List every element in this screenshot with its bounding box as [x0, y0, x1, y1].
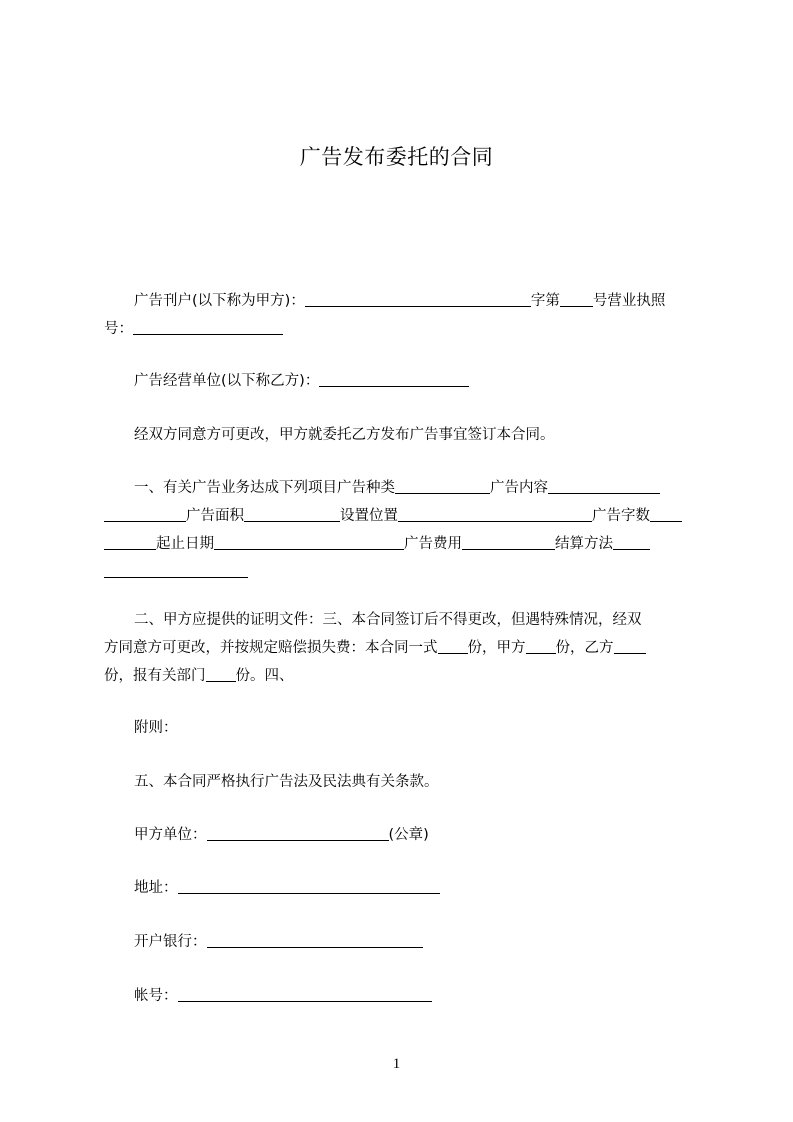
- ad-type-blank[interactable]: [395, 477, 490, 494]
- ad-location-blank[interactable]: [398, 505, 592, 522]
- copies-party-a-blank[interactable]: [526, 637, 556, 654]
- ad-fee-blank[interactable]: [462, 533, 555, 550]
- address-blank[interactable]: [178, 877, 440, 894]
- bank-blank[interactable]: [207, 931, 423, 948]
- party-a-number-blank[interactable]: [560, 290, 593, 307]
- ad-area-blank[interactable]: [244, 505, 340, 522]
- copies-total-blank[interactable]: [438, 637, 468, 654]
- page-number: 1: [392, 1056, 401, 1072]
- settlement-method-blank[interactable]: [613, 533, 650, 550]
- ad-content-blank-cont[interactable]: [104, 505, 186, 522]
- ad-content-blank[interactable]: [548, 477, 660, 494]
- copies-department-blank[interactable]: [206, 665, 236, 682]
- address-line: 地址：: [104, 874, 700, 902]
- bank-line: 开户银行：: [104, 928, 700, 956]
- clause-two-paragraph: 二、甲方应提供的证明文件：三、本合同签订后不得更改，但遇特殊情况，经双 方同意方可更改，并按规定赔偿损失费：本合同一式 份，甲方 份，乙方 份，报有关部门 份。四、: [104, 606, 700, 690]
- party-a-name-blank[interactable]: [305, 290, 531, 307]
- clause-five-paragraph: 五、本合同严格执行广告法及民法典有关条款。: [134, 774, 439, 790]
- party-a-unit-line: 甲方单位： (公章): [104, 821, 700, 849]
- ad-word-count-blank-cont[interactable]: [104, 533, 156, 550]
- business-license-blank[interactable]: [133, 318, 283, 335]
- party-a-unit-blank[interactable]: [207, 824, 389, 841]
- party-b-paragraph: 广告经营单位(以下称乙方)：: [104, 367, 700, 395]
- settlement-method-blank-cont[interactable]: [104, 561, 248, 578]
- account-line: 帐号：: [104, 982, 700, 1010]
- appendix-paragraph: 附则：: [134, 720, 178, 736]
- copies-party-b-blank[interactable]: [614, 637, 646, 654]
- party-a-paragraph: 广告刊户(以下称为甲方)： 字第 号营业执照 号：: [104, 287, 700, 343]
- start-end-date-blank[interactable]: [214, 533, 404, 550]
- party-b-name-blank[interactable]: [319, 370, 469, 387]
- intro-paragraph: 经双方同意方可更改，甲方就委托乙方发布广告事宜签订本合同。: [134, 427, 555, 443]
- clause-one-paragraph: 一、有关广告业务达成下列项目广告种类 广告内容 广告面积 设置位置 广告字数 起止日期 广告费用 结算方法: [104, 474, 700, 586]
- document-title: 广告发布委托的合同: [299, 145, 494, 169]
- ad-word-count-blank[interactable]: [650, 505, 682, 522]
- account-blank[interactable]: [178, 985, 432, 1002]
